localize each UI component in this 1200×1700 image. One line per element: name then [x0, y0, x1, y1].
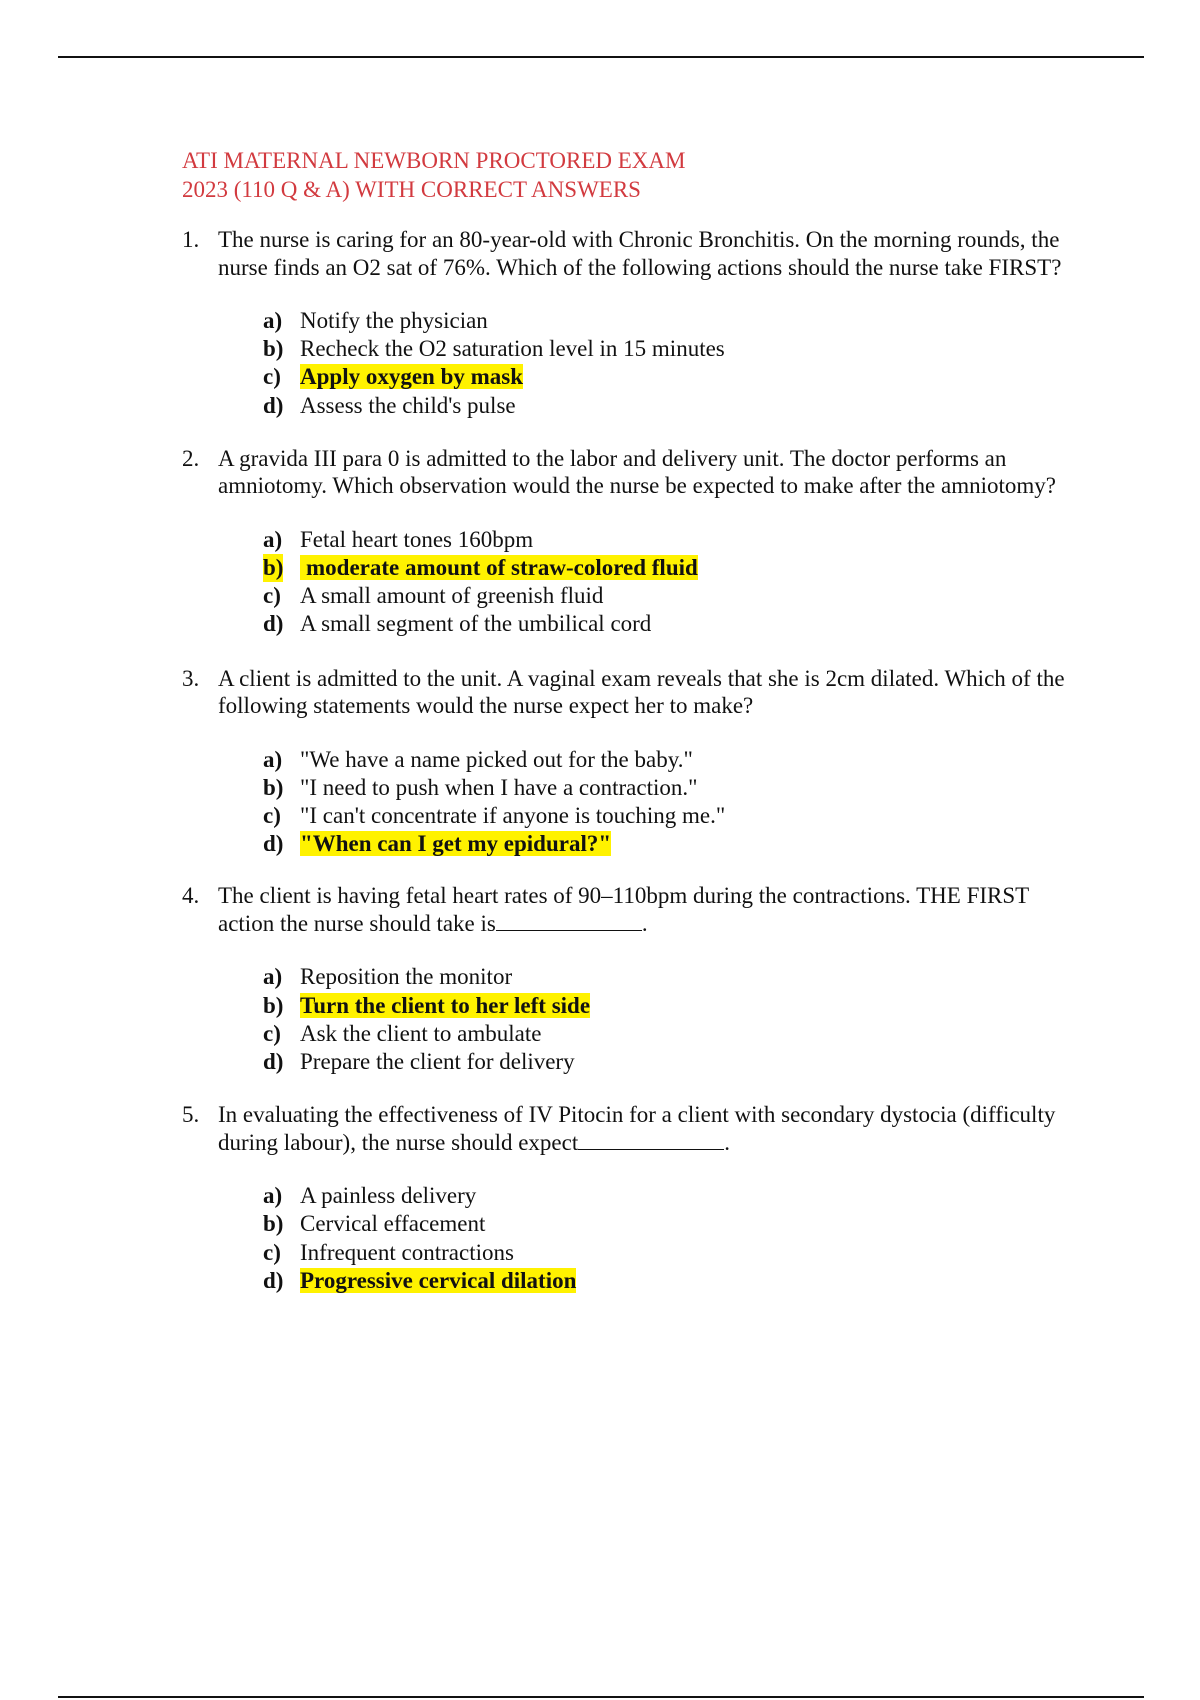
option-letter: d) — [263, 831, 284, 857]
question-text — [218, 445, 1082, 500]
question-text — [218, 226, 1082, 281]
question-text-content: A client is admitted to the unit. A vaginal exam reveals that she is 2cm dilated. Which of the following statements would the nurse expect her to make? — [218, 665, 1065, 719]
option-text: Reposition the monitor — [300, 964, 513, 990]
answer-option-a — [263, 963, 1082, 991]
option-text: Assess the child's pulse — [300, 392, 516, 418]
correct-answer-highlight: Apply oxygen by mask — [300, 364, 524, 390]
answer-option-d — [263, 610, 1082, 638]
option-letter: c) — [263, 364, 281, 390]
question-4 — [182, 882, 1082, 1076]
answer-option-c — [263, 582, 1082, 610]
correct-answer-highlight: "When can I get my epidural?" — [300, 831, 612, 857]
top-rule — [58, 56, 1144, 58]
answer-options — [218, 526, 1082, 639]
option-letter: c) — [263, 803, 281, 829]
answer-option-a — [263, 526, 1082, 554]
answer-option-b — [263, 335, 1082, 363]
answer-option-a — [263, 1182, 1082, 1210]
option-letter: c) — [263, 1239, 281, 1265]
question-text — [218, 882, 1082, 937]
option-text: Ask the client to ambulate — [300, 1020, 542, 1046]
correct-answer-highlight: Progressive cervical dilation — [300, 1267, 577, 1293]
option-letter: a) — [263, 308, 283, 333]
option-letter: a) — [263, 964, 283, 990]
option-letter: c) — [263, 1020, 281, 1046]
question-text-content: The nurse is caring for an 80-year-old with Chronic Bronchitis. On the morning rounds, the nurse finds an O2 sat of 76%. Which of the following actions should the nurse take FIRST? — [218, 227, 1062, 280]
option-letter: a) — [263, 746, 283, 772]
answer-option-b — [263, 1210, 1082, 1238]
answer-options — [218, 746, 1082, 859]
answer-option-c — [263, 802, 1082, 830]
question-number: 2. — [182, 445, 200, 471]
answer-option-c — [263, 1239, 1082, 1267]
answer-option-a — [263, 307, 1082, 335]
answer-blank — [578, 1129, 724, 1150]
option-text: Fetal heart tones 160bpm — [300, 526, 534, 552]
answer-option-c — [263, 363, 1082, 391]
question-5 — [182, 1101, 1082, 1295]
question-number: 5. — [182, 1102, 200, 1128]
option-text: A small segment of the umbilical cord — [300, 611, 652, 637]
option-letter: d) — [263, 611, 284, 637]
answer-option-d — [263, 392, 1082, 420]
option-letter: b) — [263, 992, 284, 1018]
option-text: Recheck the O2 saturation level in 15 minutes — [300, 336, 725, 362]
answer-options — [218, 307, 1082, 420]
option-text: A painless delivery — [300, 1183, 477, 1209]
answer-options — [218, 1182, 1082, 1295]
answer-option-b — [263, 554, 1082, 582]
option-text: Infrequent contractions — [300, 1239, 514, 1265]
answer-option-b — [263, 992, 1082, 1020]
option-text: "I can't concentrate if anyone is touching me." — [300, 803, 726, 829]
question-number: 3. — [182, 665, 200, 691]
option-letter: c) — [263, 583, 281, 609]
option-text: Prepare the client for delivery — [300, 1049, 575, 1075]
question-text-content: The client is having fetal heart rates of 90–110bpm during the contractions. THE FIRST action the nurse should take is — [218, 883, 1029, 936]
question-text — [218, 1101, 1082, 1156]
question-1 — [182, 226, 1082, 420]
answer-option-c — [263, 1020, 1082, 1048]
answer-option-d — [263, 1267, 1082, 1295]
option-letter: a) — [263, 1183, 283, 1209]
answer-option-d — [263, 830, 1082, 858]
exam-page — [182, 146, 1082, 1295]
option-letter: a) — [263, 526, 283, 552]
question-number: 4. — [182, 883, 200, 909]
option-text: Cervical effacement — [300, 1211, 486, 1237]
option-text: A small amount of greenish fluid — [300, 583, 604, 609]
answer-blank — [496, 910, 642, 931]
exam-title-line-1: ATI MATERNAL NEWBORN PROCTORED EXAM — [182, 148, 686, 173]
bottom-rule — [58, 1696, 1144, 1698]
question-text-content: A gravida III para 0 is admitted to the labor and delivery unit. The doctor performs an amniotomy. Which observation would the nurse be expected to make after the amniotomy? — [218, 445, 1056, 499]
question-text-end: . — [641, 910, 648, 936]
question-text — [218, 665, 1082, 720]
exam-title-line-2: 2023 (110 Q & A) WITH CORRECT ANSWERS — [182, 177, 641, 202]
option-letter: b) — [263, 1211, 284, 1237]
option-text: "I need to push when I have a contraction." — [300, 774, 698, 800]
option-letter: d) — [263, 1267, 284, 1293]
option-text: "We have a name picked out for the baby." — [300, 746, 693, 772]
answer-option-d — [263, 1048, 1082, 1076]
option-letter: d) — [263, 392, 284, 418]
option-letter: b) — [263, 554, 283, 582]
question-number: 1. — [182, 227, 200, 252]
option-letter: b) — [263, 336, 284, 362]
option-letter: b) — [263, 774, 284, 800]
question-text-end: . — [724, 1129, 730, 1155]
question-3 — [182, 665, 1082, 859]
answer-option-b — [263, 774, 1082, 802]
answer-option-a — [263, 746, 1082, 774]
correct-answer-highlight: moderate amount of straw-colored fluid — [300, 555, 698, 580]
option-letter: d) — [263, 1049, 284, 1075]
answer-options — [218, 963, 1082, 1076]
correct-answer-highlight: Turn the client to her left side — [300, 992, 591, 1018]
option-text: Notify the physician — [300, 308, 488, 333]
question-text-content: In evaluating the effectiveness of IV Pitocin for a client with secondary dystocia (difficulty during labour), the nurse should expect — [218, 1102, 1056, 1155]
question-2 — [182, 445, 1082, 639]
